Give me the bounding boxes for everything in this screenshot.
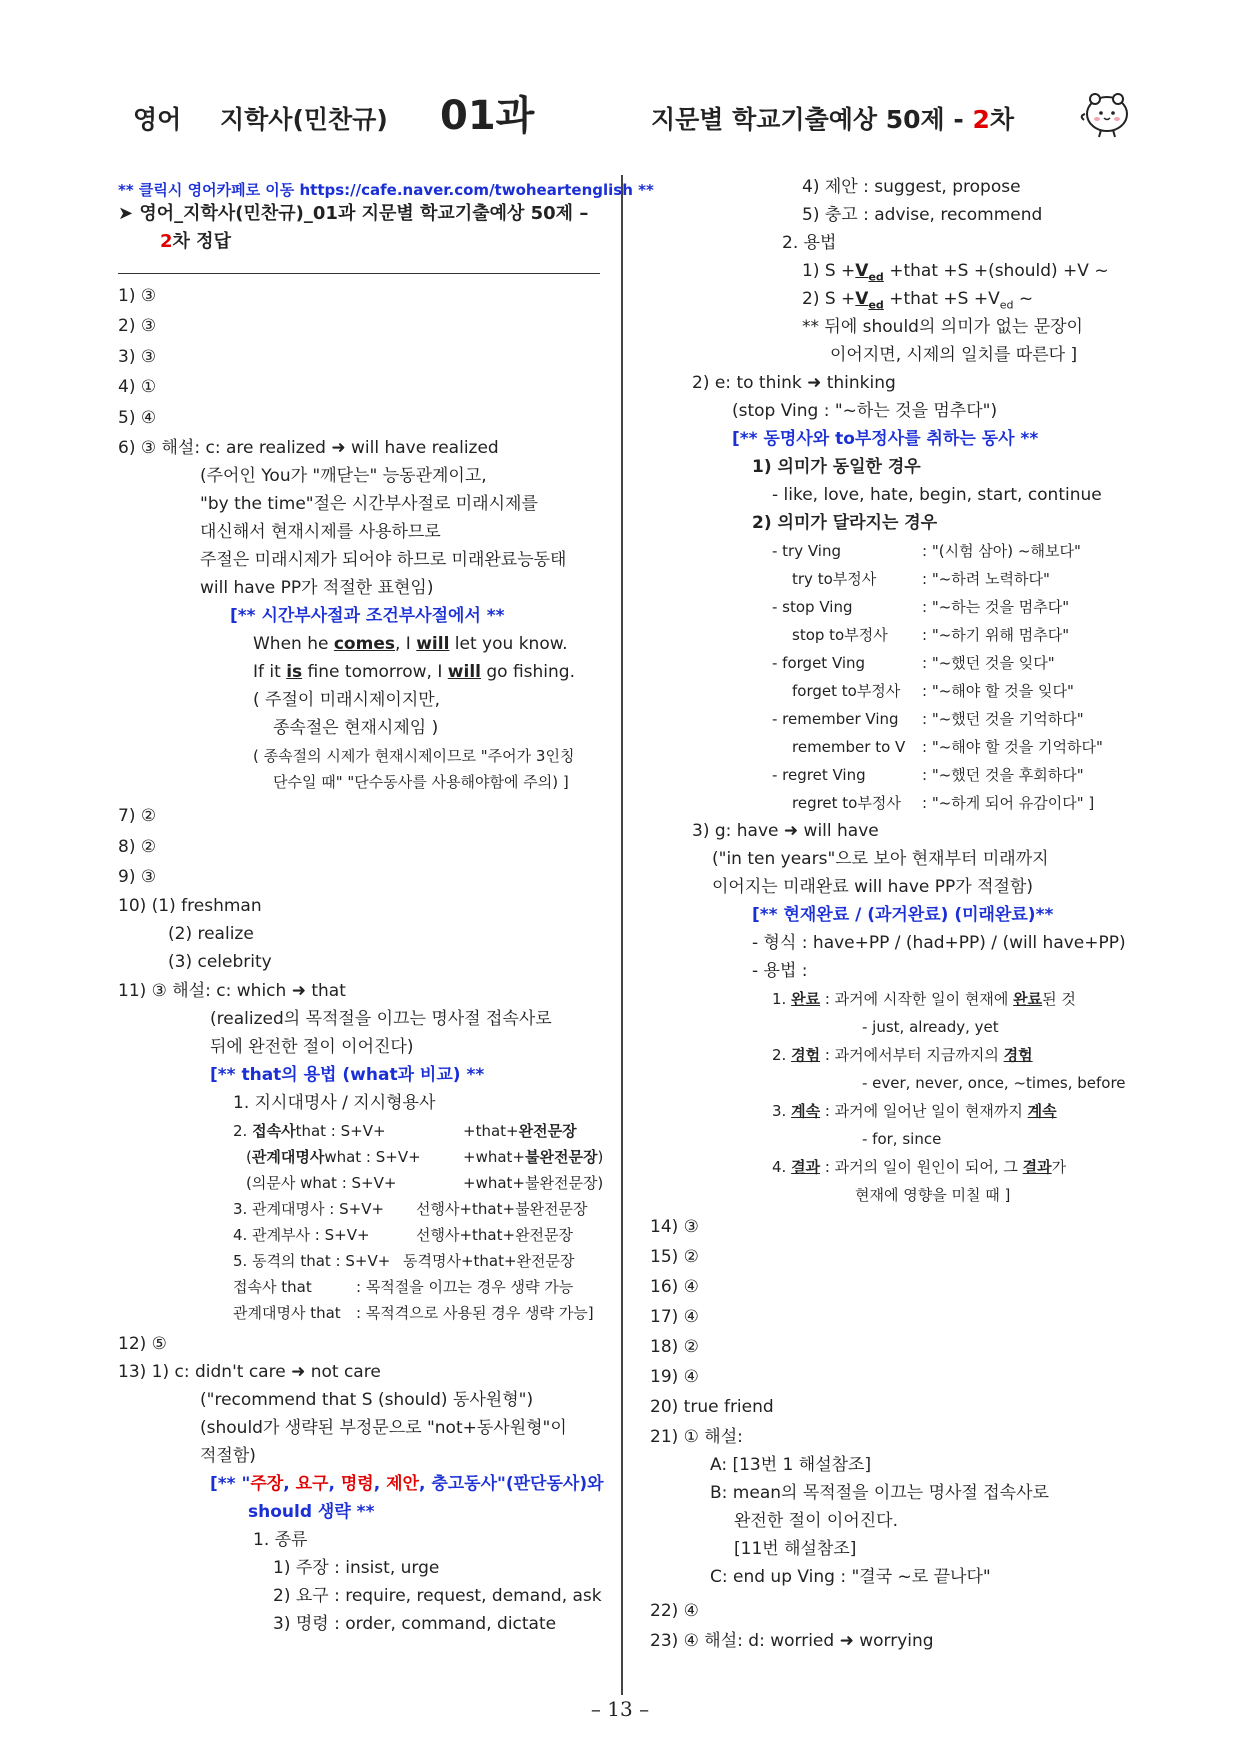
grammar-note: 3) 명령 : order, command, dictate	[273, 1614, 557, 1634]
perfect-usage: 3. 계속 : 과거에 일어난 일이 현재까지 계속	[772, 1102, 1057, 1120]
answer-13-expl: ("recommend that S (should) 동사원형")	[200, 1390, 534, 1410]
answer-21-expl: C: end up Ving : "결국 ~로 끝나다"	[710, 1567, 991, 1587]
perfect-usage-words: - for, since	[862, 1130, 942, 1148]
grammar-note: 1) 의미가 동일한 경우	[752, 457, 921, 477]
title-suffix: 차	[989, 105, 1015, 134]
grammar-note-title: [** 동명사와 to부정사를 취하는 동사 **	[732, 429, 1039, 449]
answer-14: 14) ③	[650, 1217, 699, 1237]
grammar-note: 2) $S +V_{ed}$ +that $+S +V_{ed}$ ~	[802, 289, 1034, 312]
answer-4: 4) ①	[118, 377, 157, 397]
verb-pattern: try to부정사	[792, 570, 877, 588]
verb-pattern: - regret Ving	[772, 766, 866, 784]
answer-21-expl: B: mean의 목적절을 이끄는 명사절 접속사로	[710, 1483, 1049, 1503]
mascot-icon	[1075, 82, 1135, 142]
verb-pattern: remember to V	[792, 738, 906, 756]
grammar-note: 동격명사+that+완전문장	[403, 1252, 575, 1270]
grammar-note: 2. 용법	[782, 233, 837, 253]
answer-19: 19) ④	[650, 1367, 699, 1387]
heading-rule	[118, 273, 600, 274]
answer-6-expl: will have PP가 적절한 표현임)	[200, 578, 434, 598]
grammar-note: ( 종속절의 시제가 현재시제이므로 "주어가 3인칭	[253, 747, 575, 765]
grammar-note: (의문사 what : S+V+	[246, 1174, 397, 1192]
verb-meaning: : "(시험 삼아) ~해보다"	[922, 542, 1081, 560]
grammar-note: 2. 접속사that : S+V+	[233, 1122, 386, 1140]
verb-meaning: : "~하게 되어 유감이다" ]	[922, 794, 1095, 812]
verb-pattern: stop to부정사	[792, 626, 888, 644]
example-sentence: When he comes, I will let you know.	[253, 634, 568, 654]
verb-pattern: - remember Ving	[772, 710, 899, 728]
answer-16: 16) ④	[650, 1277, 699, 1297]
answer-15: 15) ②	[650, 1247, 699, 1267]
answer-13-expl: (should가 생략된 부정문으로 "not+동사원형"이	[200, 1418, 567, 1438]
answer-9: 9) ③	[118, 867, 157, 887]
grammar-note: 4. 관계부사 : S+V+	[233, 1226, 370, 1244]
answer-3: 3) ③	[118, 347, 157, 367]
page-header	[0, 88, 1240, 148]
column-divider	[621, 175, 623, 1695]
grammar-note: +what+불완전문장)	[463, 1148, 604, 1166]
answer-13: 13) 1) c: didn't care ➜ not care	[118, 1362, 381, 1382]
answer-11: 11) ③ 해설: c: which ➜ that	[118, 981, 346, 1001]
perfect-usage-words: - ever, never, once, ~times, before	[862, 1074, 1126, 1092]
answer-13-3-expl: 이어지는 미래완료 will have PP가 적절함)	[712, 877, 1034, 897]
grammar-note: 이어지면, 시제의 일치를 따른다 ]	[830, 345, 1078, 365]
lesson-label: 01과	[440, 93, 535, 139]
answer-heading-line2	[160, 230, 231, 254]
grammar-note-title: [** that의 용법 (what과 비교) **	[210, 1065, 485, 1085]
grammar-note: 종속절은 현재시제임 )	[273, 718, 439, 738]
grammar-note: 2) 의미가 달라지는 경우	[752, 513, 938, 533]
verb-meaning: : "~하기 위해 멈추다"	[922, 626, 1070, 644]
grammar-note-title: should 생략 **	[248, 1502, 375, 1522]
perfect-usage-words: 현재에 영향을 미칠 때 ]	[855, 1186, 1011, 1204]
grammar-note: 3. 관계대명사 : S+V+	[233, 1200, 385, 1218]
grammar-note: +that+완전문장	[463, 1122, 577, 1140]
verb-meaning: : "~하는 것을 멈추다"	[922, 598, 1070, 616]
answer-17: 17) ④	[650, 1307, 699, 1327]
answer-1: 1) ③	[118, 286, 157, 306]
answer-21-expl: 완전한 절이 이어진다.	[734, 1511, 899, 1531]
verb-meaning: : "~해야 할 것을 잊다"	[922, 682, 1074, 700]
grammar-note: 선행사+that+불완전문장	[416, 1200, 588, 1218]
grammar-note: 5. 동격의 that : S+V+	[233, 1252, 391, 1270]
verb-meaning: : "~했던 것을 기억하다"	[922, 710, 1084, 728]
answer-13-3: 3) g: have ➜ will have	[692, 821, 879, 841]
answer-10-2: (2) realize	[168, 924, 254, 944]
grammar-note: - 용법 :	[752, 961, 808, 981]
verb-meaning: : "~하려 노력하다"	[922, 570, 1050, 588]
answer-22: 22) ④	[650, 1601, 699, 1621]
grammar-note: 접속사 that	[233, 1278, 312, 1296]
cafe-link[interactable]: ** 클릭시 영어카페로 이동 https://cafe.naver.com/twoheartenglish **	[118, 181, 654, 199]
grammar-note: - like, love, hate, begin, start, continue	[772, 485, 1102, 505]
grammar-note: 선행사+that+완전문장	[416, 1226, 574, 1244]
answer-7: 7) ②	[118, 806, 157, 826]
example-sentence: If it is fine tomorrow, I will go fishing.	[253, 662, 575, 682]
grammar-note: 1) 주장 : insist, urge	[273, 1558, 440, 1578]
perfect-usage: 1. 완료 : 과거에 시작한 일이 현재에 완료된 것	[772, 990, 1076, 1008]
answer-heading: ➤ 영어_지학사(민찬규)_01과 지문별 학교기출예상 50제 –	[118, 203, 589, 224]
grammar-note: ** 뒤에 should의 의미가 없는 문장이	[802, 317, 1083, 337]
answer-6-expl: 주절은 미래시제가 되어야 하므로 미래완료능동태	[200, 550, 567, 570]
title-text: 지문별 학교기출예상 50제 -	[651, 105, 973, 134]
perfect-usage: 2. 경험 : 과거에서부터 지금까지의 경험	[772, 1046, 1033, 1064]
grammar-note: 5) 충고 : advise, recommend	[802, 205, 1043, 225]
subject-label: 영어	[133, 105, 182, 134]
verb-pattern: - try Ving	[772, 542, 842, 560]
grammar-note: 2) 요구 : require, request, demand, ask	[273, 1586, 602, 1606]
perfect-usage: 4. 결과 : 과거의 일이 원인이 되어, 그 결과가	[772, 1158, 1067, 1176]
grammar-note: 1. 종류	[253, 1530, 308, 1550]
grammar-note: 단수일 때" "단수동사를 사용해야함에 주의) ]	[273, 773, 569, 791]
verb-pattern: regret to부정사	[792, 794, 901, 812]
answer-11-expl: 뒤에 완전한 절이 이어진다)	[210, 1037, 414, 1057]
answer-10: 10) (1) freshman	[118, 896, 262, 916]
verb-meaning: : "~해야 할 것을 기억하다"	[922, 738, 1103, 756]
grammar-note: : 목적격으로 사용된 경우 생략 가능]	[356, 1304, 594, 1322]
grammar-note-title: [** 시간부사절과 조건부사절에서 **	[230, 606, 505, 626]
grammar-note: - 형식 : have+PP / (had+PP) / (will have+PP)	[752, 933, 1126, 953]
page-number: – 13 –	[590, 1697, 650, 1721]
heading-number: 2	[160, 231, 173, 252]
grammar-note: 1. 지시대명사 / 지시형용사	[233, 1093, 436, 1113]
title-number: 2	[972, 105, 990, 134]
verb-meaning: : "~했던 것을 잊다"	[922, 654, 1055, 672]
perfect-usage-words: - just, already, yet	[862, 1018, 999, 1036]
answer-6-expl: 대신해서 현재시제를 사용하므로	[200, 522, 441, 542]
answer-13-2: 2) e: to think ➜ thinking	[692, 373, 896, 393]
grammar-note: 관계대명사 that	[233, 1304, 341, 1322]
answer-21-expl: A: [13번 1 해설참조]	[710, 1455, 872, 1475]
verb-pattern: forget to부정사	[792, 682, 901, 700]
page-title	[651, 100, 1014, 136]
heading-rest: 차 정답	[172, 231, 231, 252]
grammar-note: +what+불완전문장)	[463, 1174, 604, 1192]
answer-6: 6) ③ 해설: c: are realized ➜ will have realized	[118, 438, 499, 458]
grammar-note: ( 주절이 미래시제이지만,	[253, 690, 441, 710]
grammar-note: 4) 제안 : suggest, propose	[802, 177, 1021, 197]
answer-6-expl: "by the time"절은 시간부사절로 미래시제를	[200, 494, 538, 514]
answer-21-expl: [11번 해설참조]	[734, 1539, 857, 1559]
verb-pattern: - stop Ving	[772, 598, 853, 616]
answer-13-3-expl: ("in ten years"으로 보아 현재부터 미래까지	[712, 849, 1049, 869]
grammar-note: (관계대명사what : S+V+	[246, 1148, 421, 1166]
answer-13-2-expl: (stop Ving : "~하는 것을 멈추다")	[732, 401, 998, 421]
answer-5: 5) ④	[118, 408, 157, 428]
answer-13-expl: 적절함)	[200, 1446, 256, 1466]
answer-10-3: (3) celebrity	[168, 952, 272, 972]
answer-23: 23) ④ 해설: d: worried ➜ worrying	[650, 1631, 934, 1651]
answer-18: 18) ②	[650, 1337, 699, 1357]
answer-6-expl: (주어인 You가 "깨닫는" 능동관계이고,	[200, 466, 487, 486]
answer-12: 12) ⑤	[118, 1334, 167, 1354]
answer-2: 2) ③	[118, 316, 157, 336]
grammar-note-title: [** "주장, 요구, 명령, 제안, 충고동사"(판단동사)와	[210, 1474, 604, 1494]
answer-11-expl: (realized의 목적절을 이끄는 명사절 접속사로	[210, 1009, 552, 1029]
textbook-label: 지학사(민찬규)	[220, 105, 388, 134]
answer-20: 20) true friend	[650, 1397, 774, 1417]
answer-8: 8) ②	[118, 837, 157, 857]
grammar-note: 1) $S +V_{ed}$ +that +S +(should) +V ~	[802, 261, 1109, 284]
grammar-note-title: [** 현재완료 / (과거완료) (미래완료)**	[752, 905, 1054, 925]
verb-meaning: : "~했던 것을 후회하다"	[922, 766, 1084, 784]
answer-21: 21) ① 해설:	[650, 1427, 743, 1447]
verb-pattern: - forget Ving	[772, 654, 866, 672]
grammar-note: : 목적절을 이끄는 경우 생략 가능	[356, 1278, 574, 1296]
